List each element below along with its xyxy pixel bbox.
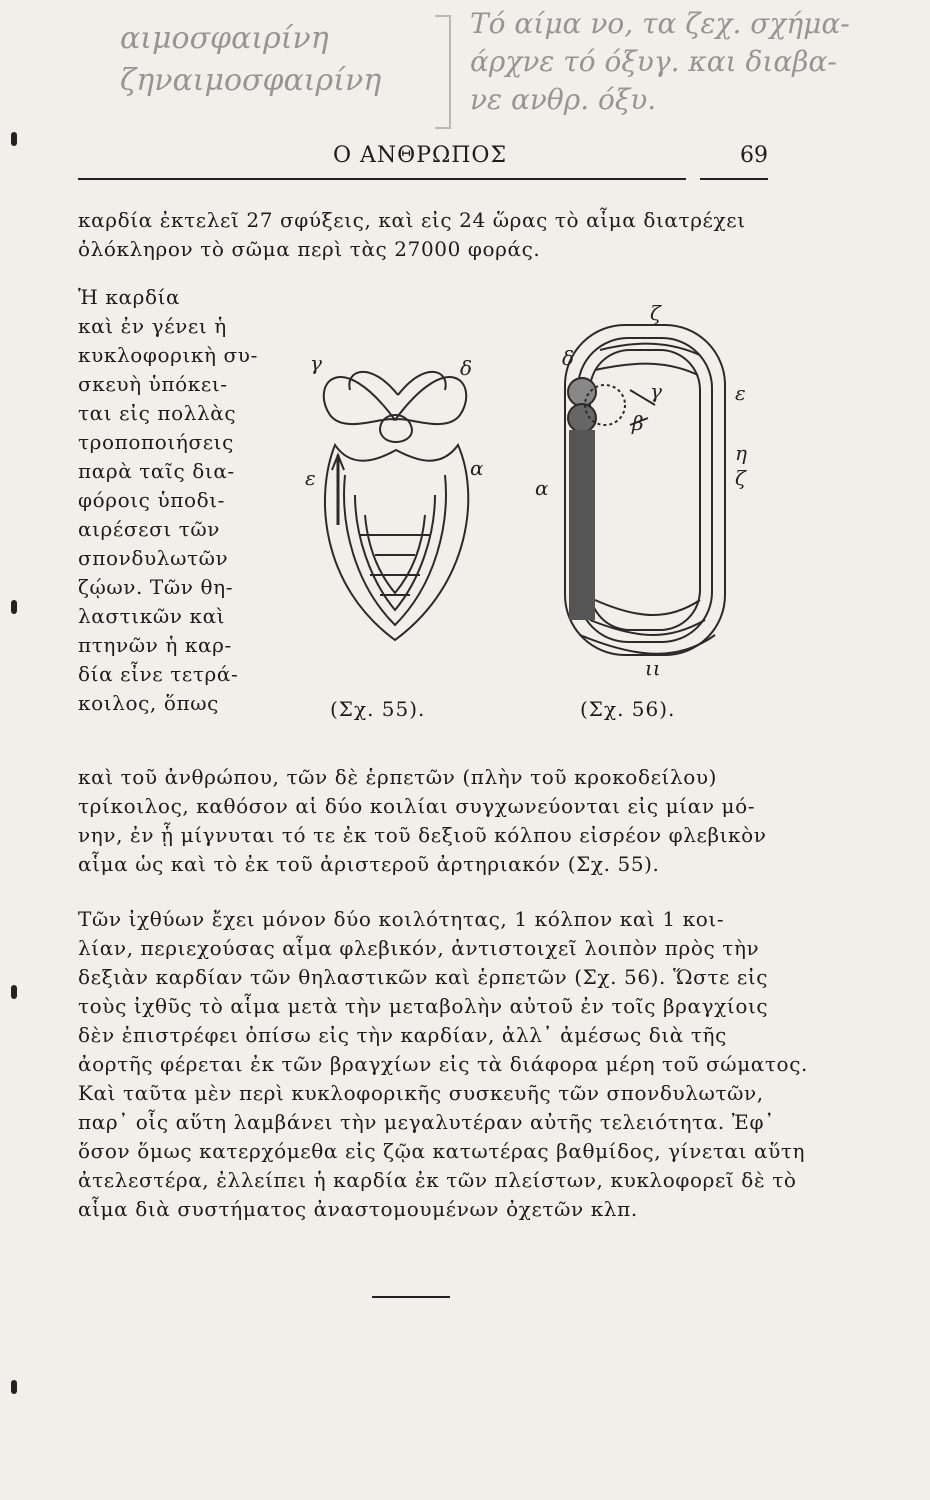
text-line: ἀορτῆς φέρεται ἐκ τῶν βραγχίων εἰς τὰ διάφορα μέρη τοῦ σώματος. (78, 1052, 808, 1076)
text-line: Καὶ ταῦτα μὲν περὶ κυκλοφορικῆς συσκευῆς τῶν σπονδυλωτῶν, (78, 1081, 764, 1105)
binding-hole (11, 132, 17, 146)
text-line: νην, ἐν ᾗ μίγνυται τό τε ἐκ τοῦ δεξιοῦ κόλπου εἰσρέον φλεβικὸν (78, 823, 767, 847)
handwritten-line: αιμοσφαιρίνη (120, 21, 329, 56)
text-line: δὲν ἐπιστρέφει ὀπίσω εἰς τὴν καρδίαν, ἀλλ᾽ ἀμέσως διὰ τῆς (78, 1023, 727, 1047)
figure-label: ε (305, 466, 316, 490)
handwritten-line: ζηναιμοσφαιρίνη (120, 63, 382, 98)
text-line: τρίκοιλος, καθόσον αἱ δύο κοιλίαι συγχωνεύονται εἰς μίαν μό- (78, 794, 756, 818)
text-line: δία εἶνε τετρά- (78, 662, 239, 686)
figure-label: α (470, 456, 484, 480)
binding-hole (11, 600, 17, 614)
page-number: 69 (740, 143, 768, 168)
figure-label: γ (650, 379, 662, 403)
text-line: ζῴων. Τῶν θη- (78, 575, 234, 599)
figure-label: η (735, 441, 747, 465)
paragraph-narrow (78, 283, 258, 718)
text-line: αἷμα ὡς καὶ τὸ ἐκ τοῦ ἀριστεροῦ ἀρτηριακόν (Σχ. 55). (78, 852, 660, 876)
figure-label: ε (735, 381, 746, 405)
header-rule (700, 178, 768, 180)
text-line: παρ᾽ οἷς αὕτη λαμβάνει τὴν μεγαλυτέραν αὐτῆς τελειότητα. Ἐφ᾽ (78, 1110, 775, 1134)
text-line: λίαν, περιεχούσας αἷμα φλεβικόν, ἀντιστοιχεῖ λοιπὸν πρὸς τὴν (78, 936, 760, 960)
text-line: ἀτελεστέρα, ἐλλείπει ἡ καρδία ἐκ τῶν πλείστων, κυκλοφορεῖ δὲ τὸ (78, 1168, 797, 1192)
handwritten-line: άρχνε τό όξυγ. και διαβα- (470, 45, 837, 78)
text-line: Ἡ καρδία (78, 285, 181, 309)
text-line: ὁλόκληρον τὸ σῶμα περὶ τὰς 27000 φοράς. (78, 237, 541, 261)
text-line: κυκλοφορικὴ συ- (78, 343, 258, 367)
figure-55-heart-diagram (300, 325, 490, 655)
handwritten-line: Τό αίμα νο, τα ζεχ. σχήμα- (470, 7, 850, 40)
text-line: τοὺς ἰχθῦς τὸ αἷμα μετὰ τὴν μεταβολὴν αὐτοῦ ἐν τοῖς βραγχίοις (78, 994, 769, 1018)
figure-label: ζ (650, 301, 661, 325)
text-line: δεξιὰν καρδίαν τῶν θηλαστικῶν καὶ ἑρπετῶν (Σχ. 56). Ὥστε εἰς (78, 965, 769, 989)
binding-hole (11, 1380, 17, 1394)
running-head: Ο ΑΝΘΡΩΠΟΣ (333, 143, 508, 168)
text-line: παρὰ ταῖς δια- (78, 459, 235, 483)
text-line: τροποποιήσεις (78, 430, 234, 454)
figure-label: α (535, 476, 549, 500)
paragraph-fish (78, 905, 808, 1224)
figure-label: ιι (645, 656, 661, 680)
handwritten-bracket (435, 15, 451, 129)
text-line: ὅσον ὅμως κατερχόμεθα εἰς ζῷα κατωτέρας βαθμίδος, γίνεται αὕτη (78, 1139, 806, 1163)
text-line: σπονδυλωτῶν (78, 546, 229, 570)
page-header (78, 143, 768, 173)
figure-55-caption: (Σχ. 55). (330, 697, 426, 721)
handwritten-note-right (470, 5, 920, 119)
handwritten-note-left (120, 18, 420, 102)
handwritten-line: νε ανθρ. όξυ. (470, 83, 657, 116)
figure-label: β (632, 411, 644, 435)
text-line: σκευὴ ὑπόκει- (78, 372, 228, 396)
paragraph-continuation (78, 763, 767, 879)
text-line: ται εἰς πολλὰς (78, 401, 237, 425)
text-line: λαστικῶν καὶ (78, 604, 226, 628)
end-rule (372, 1296, 450, 1298)
text-line: καρδία ἐκτελεῖ 27 σφύξεις, καὶ εἰς 24 ὥρας τὸ αἷμα διατρέχει (78, 208, 746, 232)
figure-label: δ (562, 346, 575, 370)
header-rule (78, 178, 686, 180)
text-line: πτηνῶν ἡ καρ- (78, 633, 232, 657)
figure-56-fish-circulation-diagram (520, 300, 780, 700)
text-line: κοιλος, ὅπως (78, 691, 219, 715)
text-line: Τῶν ἰχθύων ἔχει μόνον δύο κοιλότητας, 1 κόλπον καὶ 1 κοι- (78, 907, 725, 931)
text-line: καὶ τοῦ ἀνθρώπου, τῶν δὲ ἑρπετῶν (πλὴν τοῦ κροκοδείλου) (78, 765, 718, 789)
figure-label: ζ (735, 466, 746, 490)
figure-label: γ (310, 351, 322, 375)
figure-label: δ (460, 356, 473, 380)
text-line: φόροις ὑποδι- (78, 488, 226, 512)
text-line: αιρέσεσι τῶν (78, 517, 221, 541)
text-line: αἷμα διὰ συστήματος ἀναστομουμένων ὀχετῶν κλπ. (78, 1197, 638, 1221)
paragraph-intro (78, 206, 746, 264)
figure-56-caption: (Σχ. 56). (580, 697, 676, 721)
binding-hole (11, 985, 17, 999)
text-line: καὶ ἐν γένει ἡ (78, 314, 227, 338)
